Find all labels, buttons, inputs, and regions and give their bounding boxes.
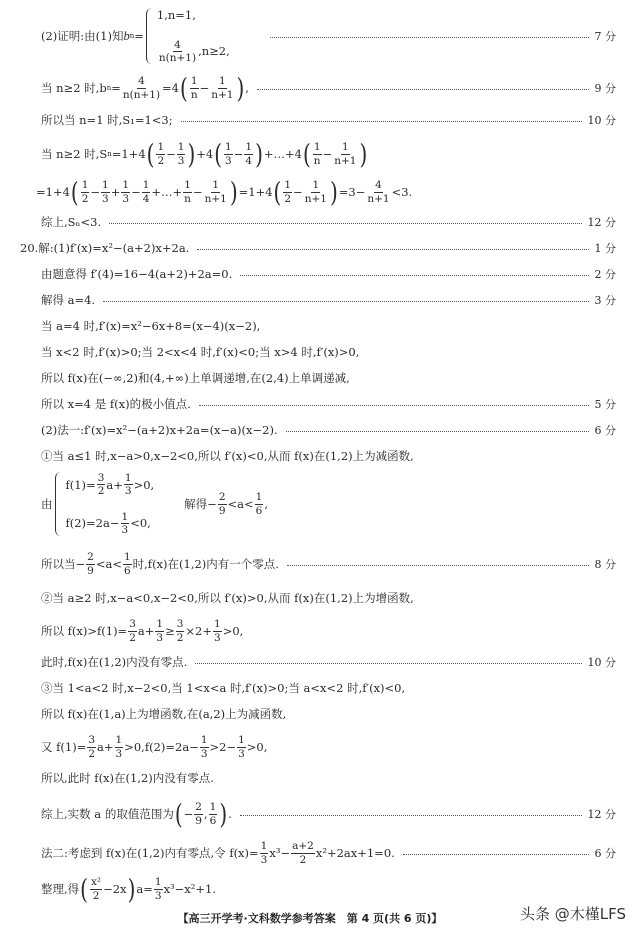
fraction: $\frac{1}{n+1}$ (211, 75, 234, 101)
score: 10 分 (587, 656, 616, 669)
score: 12 分 (587, 216, 616, 229)
q20-line-case3-values: 又 f(1)= $\frac{3}{2}$ a+ $\frac{1}{3}$ >0,f(2)=2a− $\frac{1}{3}$ >2− $\frac{1}{3}$ >0, (41, 734, 268, 760)
q20-line-case2-bound: 所以 f(x)>f(1)= $\frac{3}{2}$ a+ $\frac{1}{3}$ ≥ $\frac{3}{2}$ ×2+ $\frac{1}{3}$ >0, (41, 618, 244, 644)
dotted-leader (195, 663, 581, 664)
math-var: b (123, 28, 130, 43)
q20-line-monotonic (0, 368, 640, 388)
text: =1+4 (238, 185, 273, 199)
case-2-cond: ,n≥2, (198, 44, 230, 59)
q20-line-rearrange: 整理,得 ( $\frac{\text{x²}}{2}$ −2x ) a= $\frac{1}{3}$ x³−x²+1. (41, 872, 216, 906)
fraction: $\frac{4}{n(n+1)}$ (122, 75, 161, 101)
score: 3 分 (594, 294, 616, 307)
proof-line-bn-telescoping: 当 n≥2 时,b n = $\frac{4}{n(n+1)}$ =4 ( $\frac{1}{n}$ − $\frac{1}{n+1}$ ) , 9 分 (41, 71, 616, 105)
score: 6 分 (594, 847, 616, 860)
score: 10 分 (587, 114, 616, 127)
dotted-leader (257, 89, 589, 90)
text: 当 x<2 时,f′(x)>0;当 2<x<4 时,f′(x)<0;当 x>4 时,f′(x)>0, (41, 345, 360, 359)
text: 由 (41, 497, 53, 511)
text: 所以 x=4 是 f(x)的极小值点. (41, 397, 191, 411)
text: (2)法一:f′(x)=x²−(a+2)x+2a=(x−a)(x−2). (41, 423, 278, 437)
text: =4 (162, 81, 179, 95)
score: 1 分 (594, 242, 616, 255)
text: ②当 a≥2 时,x−a<0,x−2<0,所以 f′(x)>0,从而 f(x)在(1,2)上为增函数, (41, 591, 414, 605)
q20-line-range: 综上,实数 a 的取值范围为 ( − $\frac{2}{9}$ , $\frac{1}{6}$ ) . 12 分 (41, 797, 616, 831)
text: ③当 1<a<2 时,x−2<0,当 1<x<a 时,f′(x)>0;当 a<x<2 时,f′(x)<0, (41, 681, 406, 695)
text: 由题意得 f′(4)=16−4(a+2)+2a=0. (41, 267, 233, 281)
proof-line-conclusion (0, 212, 640, 232)
dotted-leader (181, 121, 582, 122)
score: 9 分 (594, 82, 616, 95)
text: ①当 a≤1 时,x−a>0,x−2<0,所以 f′(x)<0,从而 f(x)在(1,2)上为减函数, (41, 449, 414, 463)
q20-line-sign (0, 342, 640, 362)
text: = (111, 81, 121, 95)
q20-line-solve-a (0, 290, 640, 310)
text: 所以,此时 f(x)在(1,2)内没有零点. (41, 771, 214, 785)
q20-line-case2 (0, 588, 640, 608)
text: =3− (338, 185, 366, 199)
q20-line-min-point (0, 394, 640, 414)
text: =1+4 (36, 185, 70, 199)
score: 7 分 (594, 30, 616, 43)
proof-line-sn-simplify: =1+4 ( $\frac{1}{2}$ − $\frac{1}{3}$ + $\frac{1}{3}$ − $\frac{1}{4}$ +…+ $\frac{1}{n}$ − $\frac{1}{n+1}$ ) =1+4 ( $\frac{1}{2}$ − $\frac{1}{n+1}$ ) =3− $\frac{4}{n+1}$ <3. (36, 175, 413, 209)
dotted-leader (270, 37, 589, 38)
score: 6 分 (594, 424, 616, 437)
proof-line-bn-cases: (2)证明:由(1)知 b n = 1,n=1, $\frac{4}{n(n+1)}$ ,n≥2, 7 分 (41, 8, 616, 64)
text: 当 n≥2 时,b (41, 81, 107, 95)
q20-line-method2: 法二:考虑到 f(x)在(1,2)内有零点,令 f(x)= $\frac{1}{3}$ x³− $\frac{a+2}{2}$ x²+2ax+1=0. 6 分 (41, 840, 616, 866)
fraction: $\frac{1}{n}$ (190, 75, 198, 101)
text: =1+4 (111, 147, 146, 161)
dotted-leader (199, 405, 589, 406)
watermark: 头条 @木槿LFS (520, 905, 627, 923)
proof-line-s1 (0, 110, 640, 130)
footer-title: 【高三开学考·文科数学参考答案 第 4 页(共 6 页)】 (177, 912, 443, 925)
q20-line-condition (0, 264, 640, 284)
q20-line-derivative (0, 238, 640, 258)
text: 所以 f(x)在(−∞,2)和(4,+∞)上单调递增,在(2,4)上单调递减, (41, 371, 350, 385)
dotted-leader (286, 431, 589, 432)
q20-system: 由 f(1)= $\frac{3}{2}$ a+ $\frac{1}{3}$ >0, f(2)=2a− $\frac{1}{3}$ <0, 解得− $\frac{2}{9}$ <a< $\frac{1}{6}$ , (41, 472, 268, 536)
cases (157, 8, 230, 64)
text: 解得 a=4. (41, 293, 96, 307)
text: 当 n≥2 时,S (41, 147, 108, 161)
proof-line-sn-sum: 当 n≥2 时,S n =1+4 ( $\frac{1}{2}$ − $\frac{1}{3}$ ) +4 ( $\frac{1}{3}$ − $\frac{1}{4}$ ) +…+4 ( $\frac{1}{n}$ − $\frac{1}{n+1}$ ) (41, 137, 368, 171)
text: 当 a=4 时,f′(x)=x²−6x+8=(x−4)(x−2), (41, 319, 261, 333)
case-1: 1,n=1, (156, 8, 196, 22)
text: 此时,f(x)在(1,2)内没有零点. (41, 655, 188, 669)
text: (2)证明:由(1)知 (41, 29, 124, 43)
dotted-leader (103, 301, 588, 302)
score: 8 分 (594, 558, 616, 571)
dotted-leader (197, 249, 588, 250)
q20-line-case3-mono (0, 704, 640, 724)
score: 5 分 (594, 398, 616, 411)
q20-line-case3-no-zero (0, 768, 640, 788)
brace (146, 8, 155, 64)
dotted-leader (240, 815, 582, 816)
q20-line-method1 (0, 420, 640, 440)
score: 2 分 (594, 268, 616, 281)
q20-line-one-zero: 所以当− $\frac{2}{9}$ <a< $\frac{1}{6}$ 时,f(x)在(1,2)内有一个零点. 8 分 (41, 551, 616, 577)
fraction: $\frac{4}{n(n+1)}$ (158, 38, 197, 64)
brace (55, 472, 64, 536)
text: 20.解:(1)f′(x)=x²−(a+2)x+2a. (20, 241, 190, 255)
text: 所以 f(x)在(1,a)上为增函数,在(a,2)上为减函数, (41, 707, 287, 721)
dotted-leader (240, 275, 588, 276)
dotted-leader (403, 854, 589, 855)
q20-line-case3 (0, 678, 640, 698)
dotted-leader (109, 223, 581, 224)
text: 综上,Sₙ<3. (41, 215, 102, 229)
q20-line-factor (0, 316, 640, 336)
q20-line-case2-no-zero (0, 652, 640, 672)
dotted-leader (287, 565, 589, 566)
score: 12 分 (587, 808, 616, 821)
q20-line-case1 (0, 446, 640, 466)
text: <3. (391, 185, 413, 199)
text: 所以当 n=1 时,S₁=1<3; (41, 113, 173, 127)
